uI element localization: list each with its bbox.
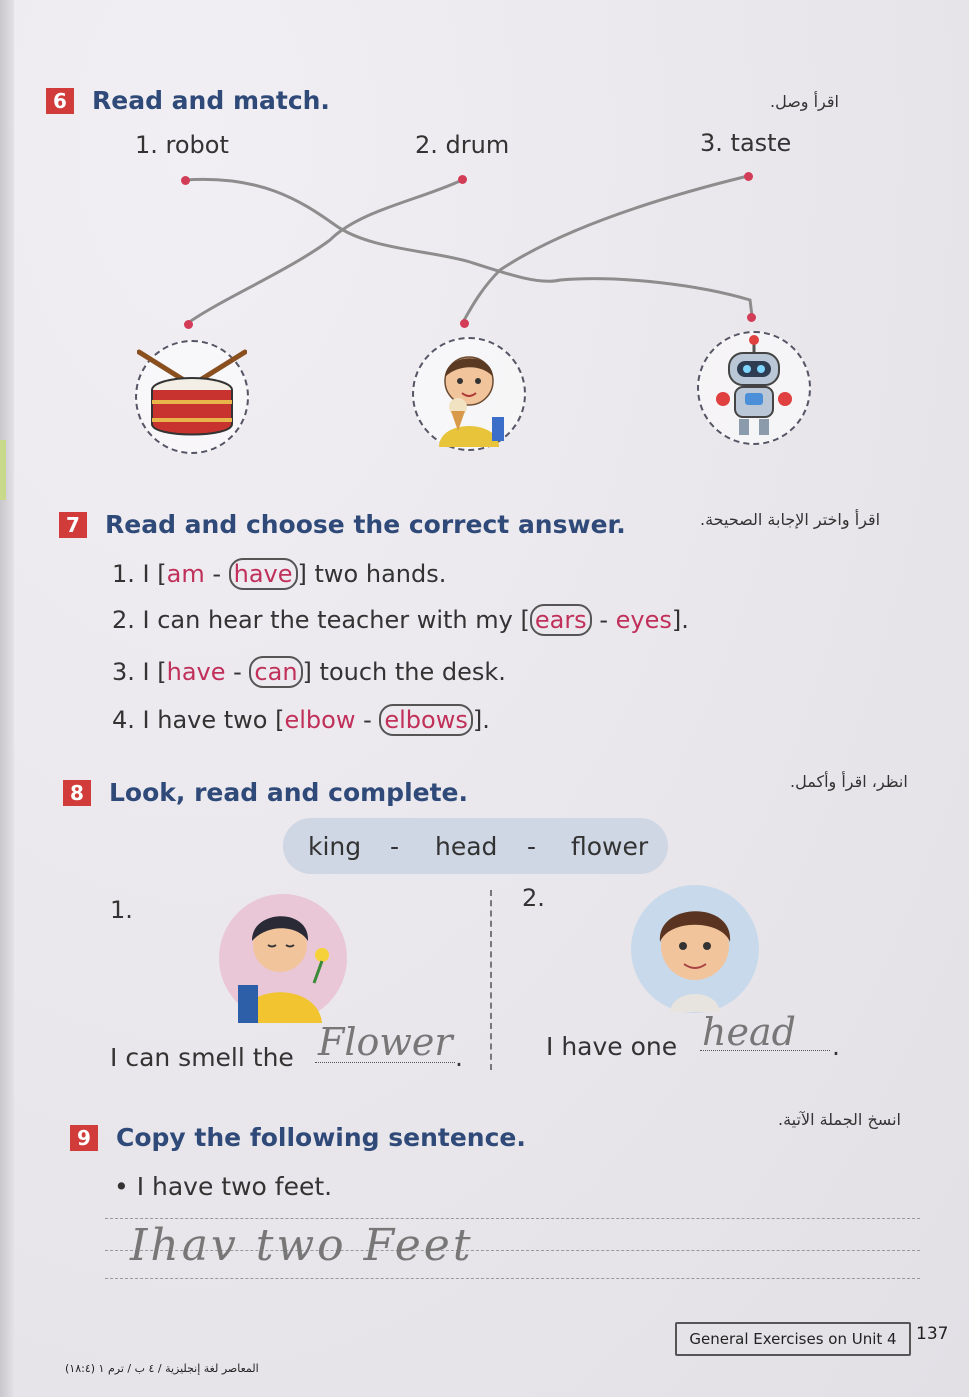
- item-2-period: .: [832, 1032, 840, 1061]
- match-dot-robot[interactable]: [181, 176, 190, 185]
- copy-sentence: • I have two feet.: [114, 1172, 333, 1201]
- separator: -: [225, 658, 250, 686]
- page-number: 137: [916, 1324, 949, 1344]
- section-title: Look, read and complete.: [109, 778, 468, 807]
- section-7-header: [59, 510, 626, 539]
- item-1-number: 1.: [110, 896, 133, 924]
- copied-handwriting[interactable]: Ihav two Feet: [130, 1220, 474, 1271]
- boy-head-icon: [630, 884, 760, 1014]
- option-b-selected[interactable]: can: [249, 656, 302, 688]
- section-title: Copy the following sentence.: [116, 1123, 526, 1152]
- item-1-handwritten-answer: Flower: [318, 1020, 453, 1064]
- word-bank-flower: flower: [571, 831, 649, 861]
- question-4: [112, 706, 490, 734]
- boy-eating-icecream-icon: [414, 339, 524, 449]
- option-b[interactable]: eyes: [615, 606, 672, 634]
- section-8-header: [63, 778, 468, 807]
- separator: -: [591, 606, 616, 634]
- unit-footer-label: General Exercises on Unit 4: [675, 1322, 911, 1356]
- writing-line: [105, 1218, 920, 1219]
- option-b-selected[interactable]: elbows: [379, 704, 472, 736]
- separator: -: [204, 560, 229, 588]
- option-a-selected[interactable]: ears: [530, 604, 592, 636]
- section-9-header: [70, 1123, 526, 1152]
- question-text-end: ].: [472, 706, 490, 734]
- question-2: [112, 606, 689, 634]
- section-number: 8: [63, 780, 91, 806]
- question-text: 3. I [: [112, 658, 167, 686]
- option-a[interactable]: have: [166, 658, 226, 686]
- question-text-end: ].: [671, 606, 689, 634]
- arabic-instruction: انظر، اقرأ وأكمل.: [790, 772, 908, 791]
- arabic-instruction: اقرأ وصل.: [770, 92, 839, 111]
- boy-smelling-flower-icon: [218, 893, 348, 1023]
- match-word-taste: 3. taste: [700, 129, 792, 157]
- section-number: 9: [70, 1125, 98, 1151]
- match-dot-taste[interactable]: [744, 172, 753, 181]
- option-a[interactable]: am: [166, 560, 205, 588]
- separator: -: [355, 706, 380, 734]
- question-text: 1. I [: [112, 560, 167, 588]
- match-line-robot: [185, 179, 752, 316]
- question-text: 2. I can hear the teacher with my [: [112, 606, 530, 634]
- question-text-end: ] two hands.: [297, 560, 447, 588]
- match-dot-drum[interactable]: [458, 175, 467, 184]
- match-dot-robot-picture[interactable]: [747, 313, 756, 322]
- question-3: [112, 658, 506, 686]
- robot-picture-frame: [697, 331, 811, 445]
- item-divider: [490, 890, 492, 1070]
- robot-icon: [699, 333, 809, 443]
- icecream-picture-frame: [412, 337, 526, 451]
- item-1-period: .: [455, 1043, 463, 1072]
- publisher-footer: المعاصر لغة إنجليزية / ٤ ب / ترم ١ (١٨:٤): [65, 1362, 259, 1375]
- drum-picture-frame: [135, 340, 249, 454]
- item-2-handwritten-answer: head: [702, 1010, 796, 1054]
- drum-icon: [137, 342, 247, 452]
- item-2-number: 2.: [522, 884, 545, 912]
- question-text-end: ] touch the desk.: [302, 658, 506, 686]
- section-title: Read and choose the correct answer.: [105, 510, 626, 539]
- question-text: 4. I have two [: [112, 706, 285, 734]
- word-bank-separator: -: [390, 831, 400, 861]
- option-b-selected[interactable]: have: [229, 558, 298, 590]
- writing-line: [105, 1278, 920, 1279]
- section-number: 6: [46, 88, 74, 114]
- section-number: 7: [59, 512, 87, 538]
- section-title: Read and match.: [92, 86, 330, 115]
- match-dot-drum-picture[interactable]: [184, 320, 193, 329]
- arabic-instruction: اقرأ واختر الإجابة الصحيحة.: [700, 510, 881, 529]
- item-2-sentence: I have one: [546, 1032, 678, 1061]
- option-a[interactable]: elbow: [284, 706, 356, 734]
- word-bank-head: head: [435, 831, 498, 861]
- word-bank: [283, 818, 668, 874]
- word-bank-separator: -: [527, 831, 537, 861]
- match-word-drum: 2. drum: [415, 131, 510, 159]
- match-dot-icecream-picture[interactable]: [460, 319, 469, 328]
- word-bank-king: king: [308, 831, 362, 861]
- match-line-taste: [463, 176, 748, 322]
- arabic-instruction: انسخ الجملة الآتية.: [778, 1110, 901, 1129]
- item-1-sentence: I can smell the: [110, 1043, 294, 1072]
- match-word-robot: 1. robot: [135, 131, 229, 159]
- question-1: [112, 560, 446, 588]
